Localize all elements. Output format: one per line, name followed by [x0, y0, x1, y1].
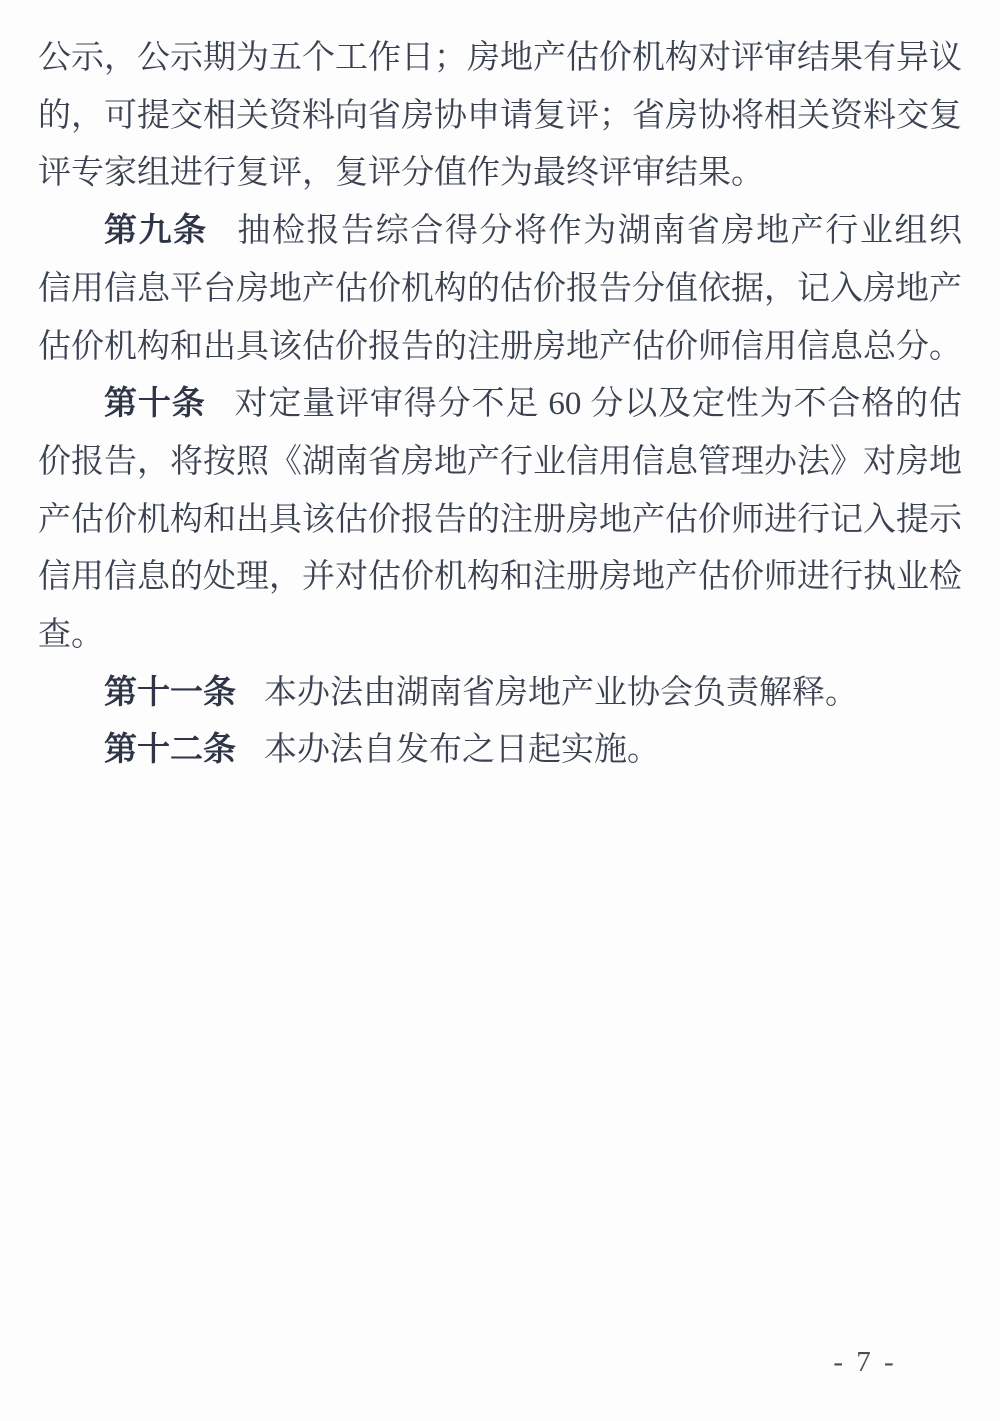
line-text: 价报告，将按照《湖南省房地产行业信用信息管理办法》对房地 [38, 443, 962, 480]
text-line [38, 722, 962, 780]
page-number: - 7 - [833, 1346, 897, 1378]
line-text: 查。 [38, 617, 104, 654]
line-text: 对定量评审得分不足 60 分以及定性为不合格的估 [233, 386, 963, 423]
article-number: 第九条 [104, 213, 208, 250]
article-number: 第十二条 [104, 732, 236, 769]
article-number: 第十条 [104, 386, 206, 423]
line-text: 估价机构和出具该估价报告的注册房地产估价师信用信息总分。 [38, 328, 962, 365]
paragraph [38, 203, 962, 376]
text-line [38, 30, 962, 88]
text-line [38, 376, 962, 434]
paragraph [38, 30, 962, 203]
text-line [38, 434, 962, 492]
line-text: 本办法自发布之日起实施。 [264, 732, 661, 769]
line-text: 评专家组进行复评，复评分值作为最终评审结果。 [38, 155, 764, 192]
text-line [38, 549, 962, 607]
text-line [38, 319, 962, 377]
text-line [38, 665, 962, 723]
paragraph [38, 376, 962, 665]
text-line [38, 607, 962, 665]
text-line [38, 88, 962, 146]
article-number: 第十一条 [104, 674, 236, 711]
line-text: 信用信息平台房地产估价机构的估价报告分值依据，记入房地产 [38, 270, 962, 307]
document-body [38, 30, 962, 780]
text-line [38, 261, 962, 319]
line-text: 本办法由湖南省房地产业协会负责解释。 [264, 674, 859, 711]
paragraph [38, 665, 962, 723]
line-text: 信用信息的处理，并对估价机构和注册房地产估价师进行执业检 [38, 559, 962, 596]
text-line [38, 492, 962, 550]
line-text: 产估价机构和出具该估价报告的注册房地产估价师进行记入提示 [38, 501, 962, 538]
paragraph [38, 722, 962, 780]
line-text: 的，可提交相关资料向省房协申请复评；省房协将相关资料交复 [38, 97, 962, 134]
text-line [38, 145, 962, 203]
line-text: 公示，公示期为五个工作日；房地产估价机构对评审结果有异议 [38, 40, 962, 76]
line-text: 抽检报告综合得分将作为湖南省房地产行业组织 [235, 213, 963, 250]
text-line [38, 203, 962, 261]
